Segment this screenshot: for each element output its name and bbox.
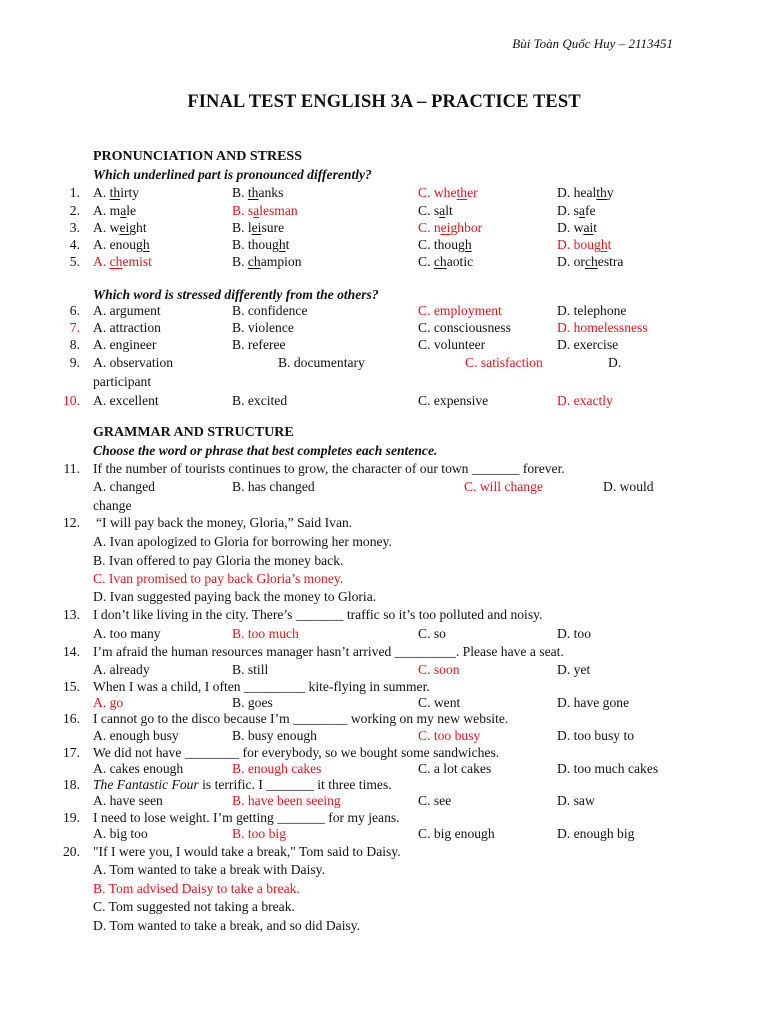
option-d: D. have gone (557, 695, 630, 710)
question-stem: I cannot go to the disco because I’m ________ working on my new website. (93, 711, 509, 726)
option-a-answer (93, 255, 152, 269)
question-stem: If the number of tourists continues to grow, the character of our town _______ forever. (93, 461, 565, 476)
question-stem-row (0, 845, 768, 862)
question-row (0, 221, 768, 238)
option-b-answer: B. too big (232, 826, 287, 841)
question-stem (93, 778, 392, 792)
option-a: A. cakes enough (93, 761, 184, 776)
option-c: C. so (418, 626, 446, 641)
section-heading-pronunciation: PRONUNCIATION AND STRESS (93, 149, 303, 164)
underlined-segment: ei (251, 220, 262, 235)
option-c-answer (418, 186, 478, 200)
option-a: A. Tom wanted to take a break with Daisy. (93, 862, 325, 877)
question-row (0, 394, 768, 411)
question-stem: “I will pay back the money, Gloria,” Said Ivan. (96, 515, 353, 530)
underlined-segment: a (578, 203, 585, 218)
underlined-segment: gh (594, 237, 608, 252)
page-title: FINAL TEST ENGLISH 3A – PRACTICE TEST (187, 92, 581, 112)
option-text: C. n (418, 220, 441, 235)
underlined-segment: th (109, 185, 121, 200)
option-b (232, 221, 284, 235)
question-number: 3. (69, 220, 80, 235)
option-a: A. big too (93, 826, 148, 841)
option-a (93, 204, 136, 218)
option-text: estra (597, 254, 624, 269)
underlined-segment: th (247, 185, 259, 200)
underlined-segment: gh (272, 237, 286, 252)
option-c: C. consciousness (418, 320, 511, 335)
option-c-answer: C. employment (418, 303, 502, 318)
option-a: A. changed (93, 479, 155, 494)
option-a: A. observation (93, 355, 174, 370)
option-a: A. engineer (93, 337, 157, 352)
option-d: D. enough big (557, 826, 635, 841)
option-b-answer: B. too much (232, 626, 299, 641)
question-row (0, 304, 768, 321)
question-number: 14. (63, 644, 80, 659)
option-d: D. exercise (557, 337, 619, 352)
option-b: B. violence (232, 320, 294, 335)
question-row (0, 338, 768, 355)
option-d: D. telephone (557, 303, 627, 318)
option-text: anks (258, 185, 284, 200)
option-text: B. l (232, 220, 252, 235)
option-text: sure (261, 220, 285, 235)
question-number: 1. (69, 185, 80, 200)
option-text: A. m (93, 203, 121, 218)
underlined-segment: a (439, 203, 446, 218)
option-text: C. (418, 254, 434, 269)
option-text: lesman (259, 203, 298, 218)
question-stem: I need to lose weight. I’m getting _______ for my jeans. (93, 810, 400, 825)
instruction-stress: Which word is stressed differently from the others? (93, 287, 379, 302)
question-number: 18. (63, 777, 80, 792)
option-text: t (285, 237, 290, 252)
option-b-answer: B. have been seeing (232, 793, 341, 808)
option-a: A. excellent (93, 393, 159, 408)
option-text: ghbor (450, 220, 483, 235)
option-text: D. w (557, 220, 584, 235)
underlined-segment: ch (109, 254, 123, 269)
option-text: le (126, 203, 137, 218)
option-c (418, 238, 472, 252)
option-d-wrap: change (93, 498, 132, 513)
option-text: B. s (232, 203, 254, 218)
option-a: A. too many (93, 626, 161, 641)
option-text: aotic (446, 254, 474, 269)
question-stem-row (0, 645, 768, 662)
option-d: D. too (557, 626, 591, 641)
question-row (0, 321, 768, 338)
author-line: Bùi Toàn Quốc Huy – 2113451 (512, 36, 673, 51)
options-row (0, 627, 768, 644)
option-d: D. Ivan suggested paying back the money to Gloria. (93, 589, 377, 604)
option-c: C. went (418, 695, 461, 710)
option-text: C. whe (418, 185, 457, 200)
option-b: B. has changed (232, 479, 315, 494)
option-c: C. see (418, 793, 452, 808)
question-number: 12. (63, 515, 80, 530)
option-c-answer: C. too busy (418, 728, 481, 743)
option-text: C. thou (418, 237, 459, 252)
option-a (93, 186, 139, 200)
question-number: 6. (69, 303, 80, 318)
option-text: B. (232, 254, 248, 269)
option-b: B. still (232, 662, 269, 677)
question-number: 17. (63, 745, 80, 760)
option-text: B. thou (232, 237, 273, 252)
option-d-answer: D. exactly (557, 393, 613, 408)
option-b-answer: B. Tom advised Daisy to take a break. (93, 881, 300, 896)
option-a: A. have seen (93, 793, 163, 808)
question-stem-row (0, 462, 768, 479)
option-text: A. (93, 254, 110, 269)
option-text: ght (129, 220, 147, 235)
question-stem-text: is terrific. I _______ it three times. (198, 777, 392, 792)
question-number: 11. (63, 461, 80, 476)
question-stem-row (0, 712, 768, 729)
option-text: irty (120, 185, 140, 200)
option-text: D. bou (557, 237, 595, 252)
option-b: B. Ivan offered to pay Gloria the money back. (93, 553, 344, 568)
underlined-segment: th (456, 185, 468, 200)
option-b: B. referee (232, 337, 286, 352)
underlined-segment: ch (433, 254, 447, 269)
option-d-answer (557, 238, 611, 252)
question-number: 4. (69, 237, 80, 252)
option-c: C. expensive (418, 393, 489, 408)
question-number: 19. (63, 810, 80, 825)
option-b (232, 255, 302, 269)
option-b-answer: B. enough cakes (232, 761, 322, 776)
underlined-segment: th (596, 185, 607, 200)
option-c (418, 204, 453, 218)
question-stem: I’m afraid the human resources manager hasn’t arrived _________. Please have a seat. (93, 644, 564, 659)
option-c: C. Tom suggested not taking a break. (93, 899, 295, 914)
option-b: B. confidence (232, 303, 308, 318)
option-text: t (593, 220, 598, 235)
option-text: er (467, 185, 478, 200)
question-row (0, 356, 768, 373)
option-d (557, 255, 623, 269)
question-stem: We did not have ________ for everybody, so we bought some sandwiches. (93, 745, 500, 760)
option-d: D. would (603, 479, 654, 494)
option-c-answer: C. Ivan promised to pay back Gloria’s money. (93, 571, 344, 586)
option-text: A. (93, 185, 110, 200)
option-text: D. heal (557, 185, 597, 200)
question-stem-title: The Fantastic Four (93, 777, 199, 792)
question-number: 13. (63, 607, 80, 622)
option-a-answer: A. go (93, 695, 124, 710)
option-b: B. excited (232, 393, 288, 408)
option-c: C. big enough (418, 826, 495, 841)
option-a (93, 221, 147, 235)
question-number: 10. (63, 393, 80, 408)
question-stem: When I was a child, I often _________ kite-flying in summer. (93, 679, 430, 694)
option-c-answer: C. satisfaction (465, 355, 543, 370)
option-a: A. argument (93, 303, 161, 318)
option-c-answer (418, 221, 482, 235)
option-c (418, 255, 473, 269)
underlined-segment: a (120, 203, 127, 218)
option-text: C. s (418, 203, 440, 218)
question-stem: "If I were you, I would take a break," Tom said to Daisy. (93, 844, 401, 859)
underlined-segment: a (253, 203, 260, 218)
option-d: D. too much cakes (557, 761, 659, 776)
option-text: D. s (557, 203, 579, 218)
option-d: D. too busy to (557, 728, 635, 743)
option-b-answer (232, 204, 298, 218)
option-b (232, 186, 283, 200)
option-text: lt (445, 203, 453, 218)
option-a (93, 238, 150, 252)
option-b: B. goes (232, 695, 273, 710)
question-number: 8. (69, 337, 80, 352)
question-row (0, 238, 768, 255)
question-row (0, 255, 768, 272)
option-b: B. documentary (278, 355, 365, 370)
question-stem: I don’t like living in the city. There’s _______ traffic so it’s too polluted and noisy. (93, 607, 543, 622)
option-a: A. Ivan apologized to Gloria for borrowing her money. (93, 534, 392, 549)
option-d-answer: D. homelessness (557, 320, 648, 335)
underlined-segment: ei (119, 220, 130, 235)
options-row (0, 663, 768, 680)
option-a: A. already (93, 662, 150, 677)
option-text: A. w (93, 220, 120, 235)
option-d: D. (608, 355, 622, 370)
question-row (0, 186, 768, 203)
options-row (0, 794, 768, 811)
underlined-segment: ch (247, 254, 261, 269)
question-number: 2. (69, 203, 80, 218)
options-row (0, 729, 768, 746)
option-text: emist (122, 254, 152, 269)
option-d-wrap: participant (93, 374, 152, 389)
section-heading-grammar: GRAMMAR AND STRUCTURE (93, 425, 294, 440)
instruction-pronunciation: Which underlined part is pronounced differently? (93, 167, 372, 182)
option-text: D. or (557, 254, 585, 269)
option-c-answer: C. soon (418, 662, 460, 677)
option-d: D. saw (557, 793, 595, 808)
option-text: ampion (260, 254, 302, 269)
option-d (557, 186, 614, 200)
question-number: 7. (69, 320, 80, 335)
option-d (557, 221, 597, 235)
underlined-segment: ai (583, 220, 594, 235)
option-c: C. a lot cakes (418, 761, 492, 776)
option-b: B. busy enough (232, 728, 317, 743)
option-text: B. (232, 185, 248, 200)
option-c-answer: C. will change (464, 479, 543, 494)
option-d: D. yet (557, 662, 591, 677)
question-stem-row (0, 608, 768, 625)
option-text: y (606, 185, 614, 200)
question-number: 20. (63, 844, 80, 859)
question-row (0, 204, 768, 221)
option-text: A. enou (93, 237, 137, 252)
option-d: D. Tom wanted to take a break, and so did Daisy. (93, 918, 361, 933)
question-number: 5. (69, 254, 80, 269)
underlined-segment: ch (584, 254, 598, 269)
question-stem-row (0, 516, 768, 533)
option-d (557, 204, 596, 218)
option-text: fe (584, 203, 596, 218)
question-number: 9. (69, 355, 80, 370)
question-number: 16. (63, 711, 80, 726)
option-b (232, 238, 289, 252)
underlined-segment: gh (136, 237, 150, 252)
question-number: 15. (63, 679, 80, 694)
option-a: A. attraction (93, 320, 161, 335)
option-a: A. enough busy (93, 728, 179, 743)
underlined-segment: gh (458, 237, 472, 252)
instruction-grammar: Choose the word or phrase that best completes each sentence. (93, 443, 438, 458)
underlined-segment: ei (440, 220, 451, 235)
options-row (0, 827, 768, 844)
options-row (0, 480, 768, 497)
option-c: C. volunteer (418, 337, 486, 352)
option-text: t (607, 237, 612, 252)
